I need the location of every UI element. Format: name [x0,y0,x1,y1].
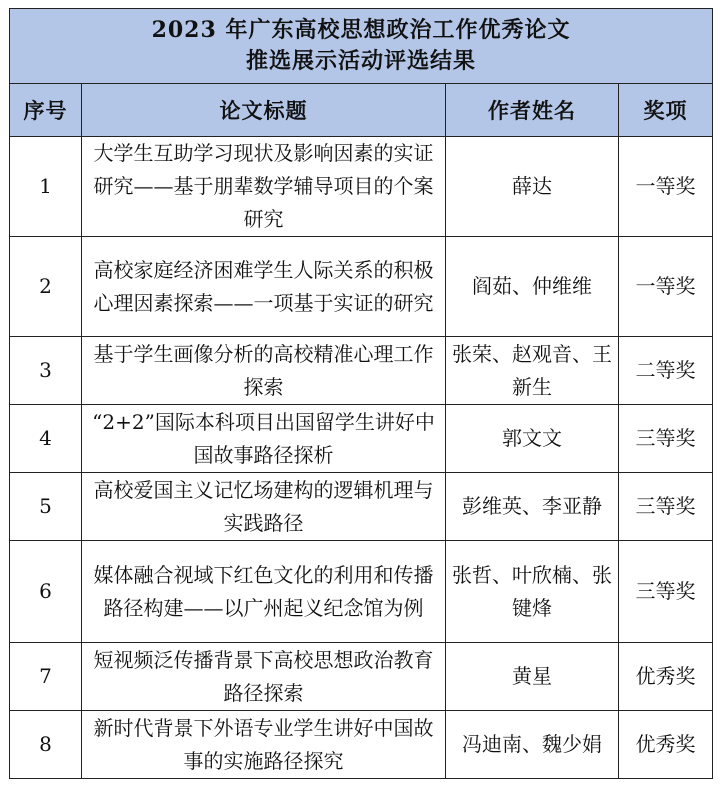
table-title [10,9,713,84]
row-award: 三等奖 [619,541,713,643]
title-line-2: 推选展示活动评选结果 [246,48,477,74]
table-row [10,137,713,237]
row-award: 三等奖 [619,405,713,473]
row-author: 彭维英、李亚静 [446,473,619,541]
table-row [10,237,713,337]
row-title: 短视频泛传播背景下高校思想政治教育路径探索 [82,643,446,711]
row-author: 张哲、叶欣楠、张键烽 [446,541,619,643]
table-row [10,541,713,643]
row-no: 2 [10,237,82,337]
row-title: 新时代背景下外语专业学生讲好中国故事的实施路径探究 [82,711,446,779]
row-award: 二等奖 [619,337,713,405]
row-no: 4 [10,405,82,473]
table-row [10,337,713,405]
row-no: 7 [10,643,82,711]
row-author: 阎茹、仲维维 [446,237,619,337]
row-no: 8 [10,711,82,779]
row-title: 媒体融合视域下红色文化的利用和传播路径构建——以广州起义纪念馆为例 [82,541,446,643]
row-award: 三等奖 [619,473,713,541]
row-author: 黄星 [446,643,619,711]
table-row [10,473,713,541]
header-no: 序号 [10,84,82,137]
row-no: 5 [10,473,82,541]
row-award: 一等奖 [619,237,713,337]
header-title: 论文标题 [82,84,446,137]
row-award: 优秀奖 [619,643,713,711]
title-line-1: 2023 年广东高校思想政治工作优秀论文 [151,17,571,43]
row-title: 大学生互助学习现状及影响因素的实证研究——基于朋辈数学辅导项目的个案研究 [82,137,446,237]
row-title: 高校爱国主义记忆场建构的逻辑机理与实践路径 [82,473,446,541]
row-title: 高校家庭经济困难学生人际关系的积极心理因素探索——一项基于实证的研究 [82,237,446,337]
row-author: 郭文文 [446,405,619,473]
row-author: 张荣、赵观音、王新生 [446,337,619,405]
row-no: 3 [10,337,82,405]
results-table [9,8,713,779]
table-row [10,643,713,711]
row-author: 薛达 [446,137,619,237]
row-author: 冯迪南、魏少娟 [446,711,619,779]
table-row [10,405,713,473]
row-title: 基于学生画像分析的高校精准心理工作探索 [82,337,446,405]
row-title: “2+2”国际本科项目出国留学生讲好中国故事路径探析 [82,405,446,473]
row-award: 一等奖 [619,137,713,237]
row-no: 6 [10,541,82,643]
header-author: 作者姓名 [446,84,619,137]
row-no: 1 [10,137,82,237]
table-row [10,711,713,779]
header-award: 奖项 [619,84,713,137]
row-award: 优秀奖 [619,711,713,779]
